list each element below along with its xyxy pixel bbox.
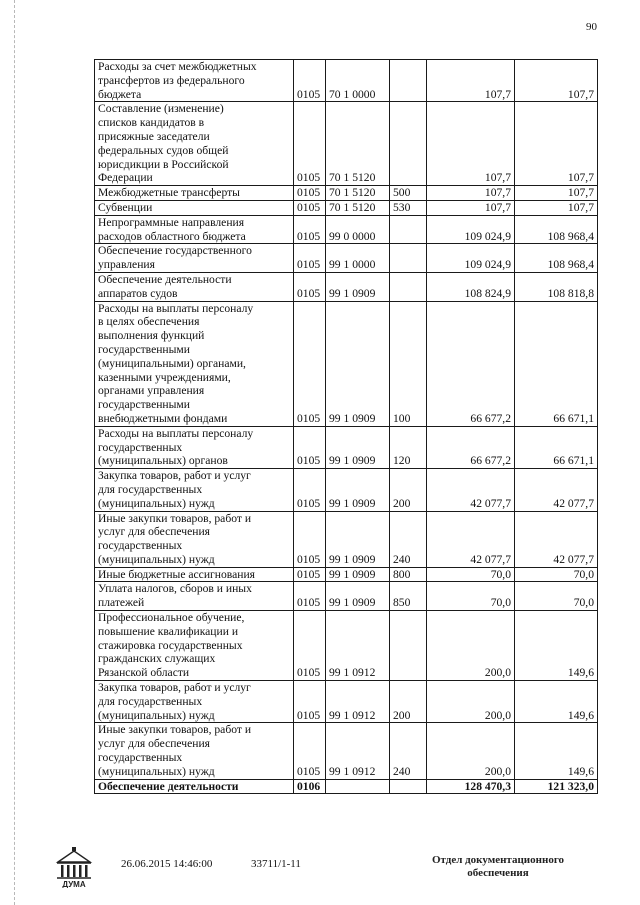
row-article-code: 99 1 0000 — [326, 244, 390, 273]
table-row — [95, 186, 598, 201]
row-expense-kind: 530 — [390, 200, 427, 215]
table-row — [95, 102, 598, 186]
row-expense-kind — [390, 611, 427, 681]
row-name: Обеспечение деятельности — [95, 779, 294, 794]
row-section-code: 0105 — [294, 611, 326, 681]
row-name: Расходы за счет межбюджетных трансфертов из федерального бюджета — [95, 60, 294, 102]
row-section-code: 0105 — [294, 60, 326, 102]
row-expense-kind: 500 — [390, 186, 427, 201]
row-value-planned: 107,7 — [427, 60, 515, 102]
row-article-code — [326, 779, 390, 794]
row-article-code: 99 1 0909 — [326, 582, 390, 611]
department-stamp: Отдел документационного обеспечения — [431, 854, 565, 879]
row-expense-kind — [390, 60, 427, 102]
row-name: Закупка товаров, работ и услуг для государственных (муниципальных) нужд — [95, 681, 294, 723]
row-article-code: 70 1 5120 — [326, 186, 390, 201]
row-name: Иные бюджетные ассигнования — [95, 567, 294, 582]
row-value-planned: 128 470,3 — [427, 779, 515, 794]
row-expense-kind — [390, 272, 427, 301]
row-name: Закупка товаров, работ и услуг для государственных (муниципальных) нужд — [95, 469, 294, 511]
table-row — [95, 60, 598, 102]
row-section-code: 0105 — [294, 272, 326, 301]
row-value-planned: 200,0 — [427, 611, 515, 681]
row-name: Обеспечение деятельности аппаратов судов — [95, 272, 294, 301]
row-expense-kind: 850 — [390, 582, 427, 611]
row-expense-kind — [390, 102, 427, 186]
row-name: Составление (изменение) списков кандидатов в присяжные заседатели федеральных судов общей юрисдикции в Российской Федерации — [95, 102, 294, 186]
row-value-actual: 107,7 — [515, 186, 598, 201]
logo-text: ДУМА — [62, 880, 86, 888]
duma-building-icon — [52, 846, 96, 888]
row-name: Субвенции — [95, 200, 294, 215]
row-expense-kind — [390, 215, 427, 244]
row-value-actual: 66 671,1 — [515, 426, 598, 468]
row-section-code: 0105 — [294, 215, 326, 244]
row-value-actual: 70,0 — [515, 567, 598, 582]
row-value-actual: 108 818,8 — [515, 272, 598, 301]
row-value-actual: 70,0 — [515, 582, 598, 611]
row-value-planned: 200,0 — [427, 681, 515, 723]
row-value-planned: 66 677,2 — [427, 301, 515, 426]
row-value-actual: 108 968,4 — [515, 215, 598, 244]
row-article-code: 99 1 0909 — [326, 426, 390, 468]
row-value-planned: 108 824,9 — [427, 272, 515, 301]
row-section-code: 0105 — [294, 186, 326, 201]
row-article-code: 99 1 0909 — [326, 567, 390, 582]
row-value-actual: 42 077,7 — [515, 469, 598, 511]
row-value-planned: 70,0 — [427, 582, 515, 611]
page-footer — [0, 854, 640, 894]
row-expense-kind: 800 — [390, 567, 427, 582]
row-value-actual: 107,7 — [515, 60, 598, 102]
row-value-planned: 42 077,7 — [427, 469, 515, 511]
row-value-actual: 149,6 — [515, 681, 598, 723]
row-article-code: 99 1 0912 — [326, 611, 390, 681]
row-section-code: 0105 — [294, 102, 326, 186]
row-value-planned: 109 024,9 — [427, 244, 515, 273]
row-section-code: 0105 — [294, 681, 326, 723]
table-row — [95, 611, 598, 681]
table-row — [95, 511, 598, 567]
budget-table — [94, 59, 598, 794]
table-row — [95, 469, 598, 511]
row-value-planned: 70,0 — [427, 567, 515, 582]
row-name: Обеспечение государственного управления — [95, 244, 294, 273]
row-section-code: 0105 — [294, 426, 326, 468]
row-value-planned: 107,7 — [427, 102, 515, 186]
document-id: 33711/1-11 — [251, 858, 301, 870]
row-value-actual: 107,7 — [515, 200, 598, 215]
row-value-actual: 107,7 — [515, 102, 598, 186]
row-name: Непрограммные направления расходов областного бюджета — [95, 215, 294, 244]
scan-edge-line — [14, 0, 15, 905]
row-value-planned: 66 677,2 — [427, 426, 515, 468]
row-section-code: 0105 — [294, 511, 326, 567]
row-section-code: 0106 — [294, 779, 326, 794]
row-name: Иные закупки товаров, работ и услуг для обеспечения государственных (муниципальных) нужд — [95, 723, 294, 779]
table-row — [95, 582, 598, 611]
table-row — [95, 200, 598, 215]
row-value-planned: 109 024,9 — [427, 215, 515, 244]
row-value-actual: 121 323,0 — [515, 779, 598, 794]
row-value-actual: 42 077,7 — [515, 511, 598, 567]
row-value-planned: 42 077,7 — [427, 511, 515, 567]
row-article-code: 99 1 0909 — [326, 272, 390, 301]
row-value-actual: 108 968,4 — [515, 244, 598, 273]
row-section-code: 0105 — [294, 200, 326, 215]
row-value-actual: 66 671,1 — [515, 301, 598, 426]
table-row — [95, 723, 598, 779]
row-section-code: 0105 — [294, 301, 326, 426]
row-expense-kind: 200 — [390, 681, 427, 723]
row-section-code: 0105 — [294, 582, 326, 611]
row-value-planned: 107,7 — [427, 186, 515, 201]
row-name: Межбюджетные трансферты — [95, 186, 294, 201]
row-name: Расходы на выплаты персоналу в целях обеспечения выполнения функций государственными (муниципальными) органами, казенными учреждениями, органами управления государственными внебюджетными фондами — [95, 301, 294, 426]
row-article-code: 99 1 0912 — [326, 681, 390, 723]
table-row — [95, 301, 598, 426]
row-section-code: 0105 — [294, 723, 326, 779]
row-article-code: 70 1 5120 — [326, 200, 390, 215]
table-row — [95, 215, 598, 244]
row-article-code: 70 1 5120 — [326, 102, 390, 186]
row-section-code: 0105 — [294, 567, 326, 582]
row-article-code: 99 1 0909 — [326, 511, 390, 567]
row-expense-kind: 200 — [390, 469, 427, 511]
print-timestamp: 26.06.2015 14:46:00 — [121, 858, 213, 870]
table-row-total — [95, 779, 598, 794]
row-article-code: 99 1 0909 — [326, 469, 390, 511]
row-value-planned: 200,0 — [427, 723, 515, 779]
row-expense-kind — [390, 779, 427, 794]
row-article-code: 99 1 0912 — [326, 723, 390, 779]
row-value-actual: 149,6 — [515, 611, 598, 681]
row-value-planned: 107,7 — [427, 200, 515, 215]
row-name: Профессиональное обучение, повышение квалификации и стажировка государственных гражданских служащих Рязанской области — [95, 611, 294, 681]
row-expense-kind — [390, 244, 427, 273]
table-row — [95, 681, 598, 723]
table-row — [95, 244, 598, 273]
table-row — [95, 567, 598, 582]
table-row — [95, 272, 598, 301]
row-section-code: 0105 — [294, 244, 326, 273]
row-expense-kind: 100 — [390, 301, 427, 426]
row-value-actual: 149,6 — [515, 723, 598, 779]
budget-table-body — [95, 60, 598, 794]
row-expense-kind: 240 — [390, 723, 427, 779]
page-number: 90 — [586, 21, 597, 33]
row-expense-kind: 120 — [390, 426, 427, 468]
row-expense-kind: 240 — [390, 511, 427, 567]
table-row — [95, 426, 598, 468]
row-name: Уплата налогов, сборов и иных платежей — [95, 582, 294, 611]
row-name: Расходы на выплаты персоналу государственных (муниципальных) органов — [95, 426, 294, 468]
row-section-code: 0105 — [294, 469, 326, 511]
row-article-code: 99 0 0000 — [326, 215, 390, 244]
row-article-code: 70 1 0000 — [326, 60, 390, 102]
row-article-code: 99 1 0909 — [326, 301, 390, 426]
row-name: Иные закупки товаров, работ и услуг для обеспечения государственных (муниципальных) нужд — [95, 511, 294, 567]
